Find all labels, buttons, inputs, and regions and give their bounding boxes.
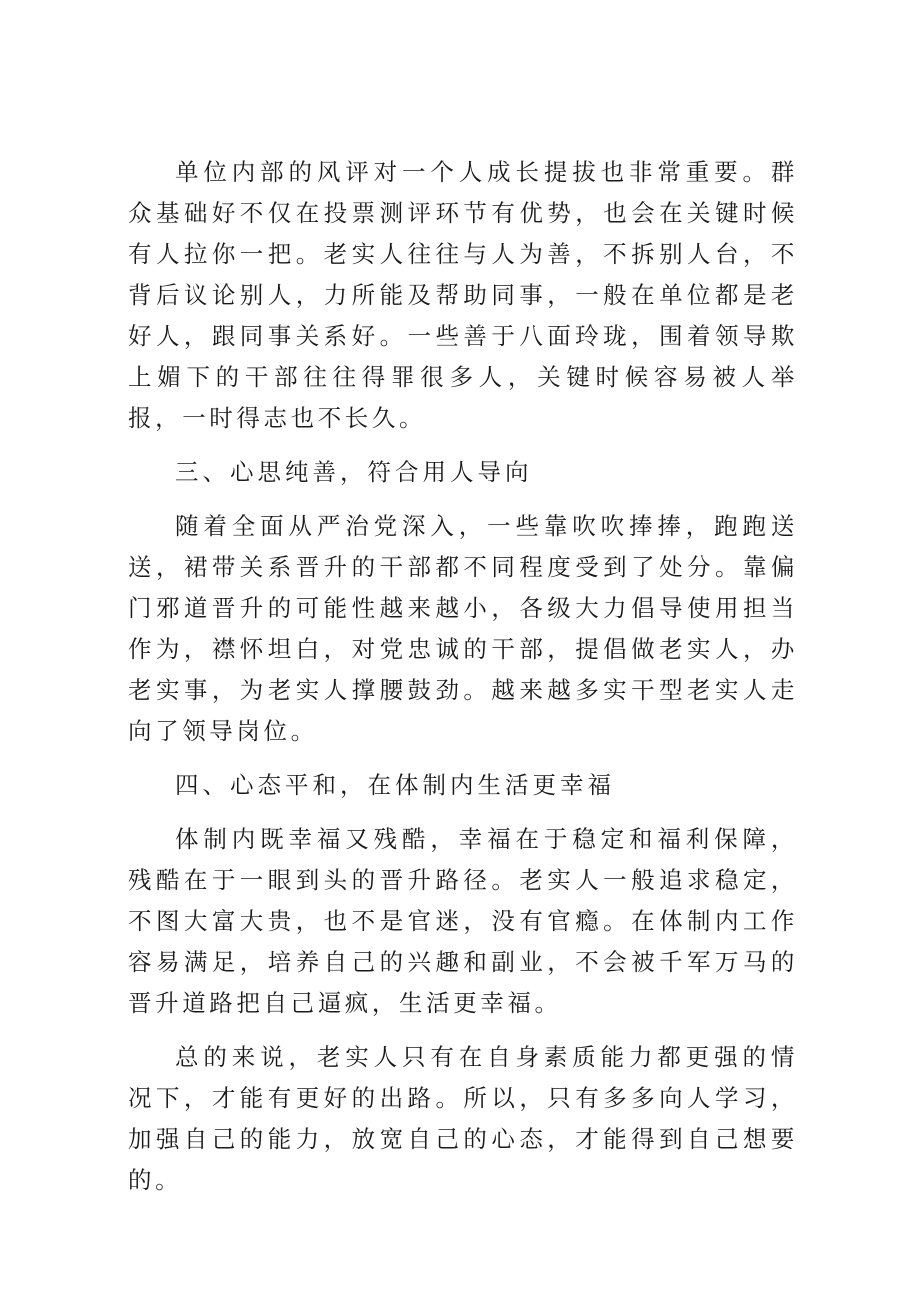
document-body xyxy=(128,152,798,1214)
paragraph-happiness: 体制内既幸福又残酷，幸福在于稳定和福利保障，残酷在于一眼到头的晋升路径。老实人一般追求稳定，不图大富大贵，也不是官迷，没有官瘾。在体制内工作容易满足，培养自己的兴趣和副业，不会被千军万马的晋升道路把自己逼疯，生活更幸福。 xyxy=(128,825,798,1017)
section-heading-three: 三、心思纯善，符合用人导向 xyxy=(175,458,533,486)
section-heading-four: 四、心态平和，在体制内生活更幸福 xyxy=(175,771,615,799)
paragraph-conclusion: 总的来说，老实人只有在自身素质能力都更强的情况下，才能有更好的出路。所以，只有多多向人学习，加强自己的能力，放宽自己的心态，才能得到自己想要的。 xyxy=(128,1043,798,1194)
paragraph-reputation: 单位内部的风评对一个人成长提拔也非常重要。群众基础好不仅在投票测评环节有优势，也会在关键时候有人拉你一把。老实人往往与人为善，不拆别人台，不背后议论别人，力所能及帮助同事，一般在单位都是老好人，跟同事关系好。一些善于八面玲珑，围着领导欺上媚下的干部往往得罪很多人，关键时候容易被人举报，一时得志也不长久。 xyxy=(128,158,798,432)
paragraph-promotion: 随着全面从严治党深入，一些靠吹吹捧捧，跑跑送送，裙带关系晋升的干部都不同程度受到了处分。靠偏门邪道晋升的可能性越来越小，各级大力倡导使用担当作为，襟怀坦白，对党忠诚的干部，提倡做老实人，办老实事，为老实人撑腰鼓劲。越来越多实干型老实人走向了领导岗位。 xyxy=(128,512,798,745)
